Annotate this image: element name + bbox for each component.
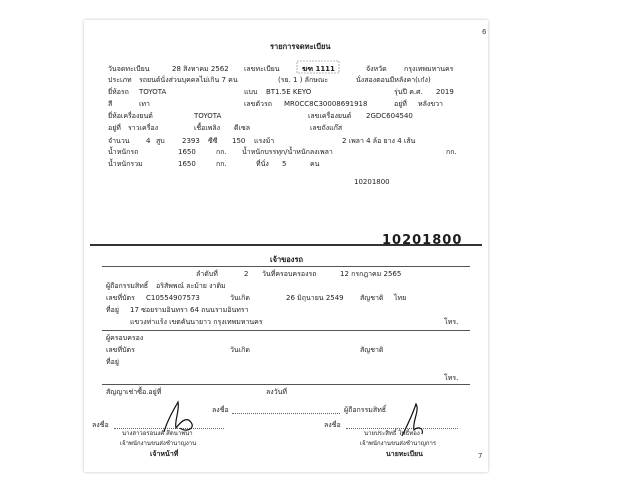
seat-unit: คน — [310, 160, 320, 168]
cc-value: 2393 — [182, 137, 200, 145]
plate-value: ฆฑ 1111 — [302, 65, 335, 73]
chassis-loc-label: อยู่ที่ — [394, 100, 407, 108]
owner-section-title: เจ้าของรถ — [270, 255, 304, 264]
year-label: รุ่นปี ค.ศ. — [394, 88, 423, 96]
owner-dob-value: 26 มิถุนายน 2549 — [286, 294, 344, 302]
owner-seq-label: ลำดับที่ — [196, 270, 218, 278]
owner-dob-label: วันเกิด — [230, 294, 250, 302]
chassis-label: เลขตัวรถ — [244, 100, 272, 108]
contract-label: สัญญาเช่าซื้อ.อยู่ที่ — [106, 388, 162, 396]
left-officer-name: นางสาวอรอนงค์ สีดนาพนา — [122, 430, 193, 437]
cyl-label: จำนวน — [108, 137, 130, 145]
registration-document — [84, 20, 488, 472]
owner-phone-label: โทร. — [444, 318, 459, 326]
possess-date-value: 12 กรกฎาคม 2565 — [340, 270, 402, 278]
reg-date-value: 28 สิงหาคม 2562 — [172, 65, 229, 73]
seat-label: ที่นั่ง — [256, 160, 269, 168]
possessor-nationality-label: สัญชาติ — [360, 346, 384, 354]
axle-value: 2 เพลา 4 ล้อ ยาง 4 เส้น — [342, 137, 416, 145]
right-sign-label: ลงชื่อ — [324, 421, 341, 429]
page-corner-number-top: 6 — [482, 28, 487, 36]
right-officer-title: นายทะเบียน — [386, 450, 423, 458]
owner-seq-value: 2 — [244, 270, 249, 278]
possessor-dob-label: วันเกิด — [230, 346, 250, 354]
model-label: แบบ — [244, 88, 258, 96]
possessor-phone-label: โทร. — [444, 374, 459, 382]
engine-brand-value: TOYOTA — [194, 112, 222, 120]
doc-number-large: 10201800 — [382, 233, 463, 248]
owner-bottom-rule — [102, 330, 470, 331]
body-value: นั่งสองตอนมีหลังคา(เก๋ง) — [356, 76, 431, 84]
owner-address-line2: แขวงท่าแร้ง เขตคันนายาว กรุงเทพมหานคร — [130, 318, 263, 326]
color-label: สี — [108, 100, 113, 108]
owner-address-line1: 17 ซอยรามอินทรา 64 ถนนรามอินทรา — [130, 306, 249, 314]
possessor-bottom-rule — [102, 384, 470, 385]
holder-sign-label-left: ลงชื่อ — [212, 406, 229, 414]
contract-date-label: ลงวันที่ — [266, 388, 288, 396]
possessor-id-label: เลขที่บัตร — [106, 346, 135, 354]
cyl-value: 4 — [146, 137, 151, 145]
model-value: BT1.5E KEYO — [266, 88, 312, 96]
total-unit: กก. — [216, 160, 227, 168]
load-unit: กก. — [446, 148, 457, 156]
holder-sign-line — [232, 413, 340, 414]
fuel-value: ดีเซล — [234, 124, 250, 132]
plate-label: เลขทะเบียน — [244, 65, 280, 73]
right-handwritten-signature — [394, 400, 434, 440]
left-sign-label: ลงชื่อ — [92, 421, 109, 429]
cyl-unit: สูบ — [156, 137, 165, 145]
hp-unit: แรงม้า — [254, 137, 275, 145]
color-value: เทา — [139, 100, 150, 108]
left-handwritten-signature — [154, 398, 214, 438]
page-corner-number-bottom: 7 — [478, 452, 483, 460]
left-officer-position: เจ้าพนักงานขนส่งชำนาญงาน — [120, 440, 197, 447]
year-value: 2019 — [436, 88, 454, 96]
owner-nationality-label: สัญชาติ — [360, 294, 384, 302]
right-officer-name: นายประสิทธิ์ โพธิ์ทอง — [364, 430, 420, 437]
load-label: น้ำหนักบรรทุก/น้ำหนักลงเพลา — [242, 148, 333, 156]
possessor-address-label: ที่อยู่ — [106, 358, 119, 366]
possess-date-label: วันที่ครอบครองรถ — [262, 270, 317, 278]
left-officer-title: เจ้าหน้าที่ — [150, 450, 179, 458]
owner-nationality-value: ไทย — [394, 294, 407, 302]
doc-number-small: 10201800 — [354, 178, 390, 186]
engine-no-label: เลขเครื่องยนต์ — [308, 112, 352, 120]
total-label: น้ำหนักรวม — [108, 160, 143, 168]
possessor-label: ผู้ครอบครอง — [106, 334, 144, 342]
engine-no-value: 2GDC604540 — [366, 112, 413, 120]
plate-stamp-mark — [296, 60, 340, 74]
brand-value: TOYOTA — [139, 88, 167, 96]
province-label: จังหวัด — [366, 65, 387, 73]
engine-brand-label: ยี่ห้อเครื่องยนต์ — [108, 112, 153, 120]
holder-value: อริสัพพณ์ ละม้าย งาติม — [156, 282, 226, 290]
tank-label: เลขถังแก๊ส — [310, 124, 343, 132]
weight-label: น้ำหนักรถ — [108, 148, 139, 156]
owner-id-label: เลขที่บัตร — [106, 294, 135, 302]
holder-label: ผู้ถือกรรมสิทธิ์ — [106, 282, 149, 290]
chassis-value: MR0CC8C30008691918 — [284, 100, 368, 108]
weight-value: 1650 — [178, 148, 196, 156]
cc-unit: ซีซี — [208, 137, 218, 145]
weight-unit: กก. — [216, 148, 227, 156]
rn-value: (รย. 1 ) ลักษณะ — [278, 76, 329, 84]
right-officer-position: เจ้าพนักงานขนส่งชำนาญการ — [360, 440, 437, 447]
owner-address-label: ที่อยู่ — [106, 306, 119, 314]
owner-title-rule — [102, 266, 470, 267]
seat-value: 5 — [282, 160, 287, 168]
brand-label: ยี่ห้อรถ — [108, 88, 129, 96]
fuel-label: เชื้อเพลิง — [194, 124, 221, 132]
owner-id-value: C10554907573 — [146, 294, 200, 302]
chassis-loc-value: หลังขวา — [418, 100, 443, 108]
hp-value: 150 — [232, 137, 246, 145]
total-value: 1650 — [178, 160, 196, 168]
engine-loc-label: อยู่ที่ — [108, 124, 121, 132]
province-value: กรุงเทพมหานคร — [404, 65, 454, 73]
engine-loc-value: ราวเครื่อง — [128, 124, 159, 132]
holder-sign-label-right: ผู้ถือกรรมสิทธิ์ — [344, 406, 387, 414]
type-value: รถยนต์นั่งส่วนบุคคลไม่เกิน 7 คน — [139, 76, 238, 84]
type-label: ประเภท — [108, 76, 132, 84]
document-title: รายการจดทะเบียน — [270, 42, 331, 51]
reg-date-label: วันจดทะเบียน — [108, 65, 150, 73]
